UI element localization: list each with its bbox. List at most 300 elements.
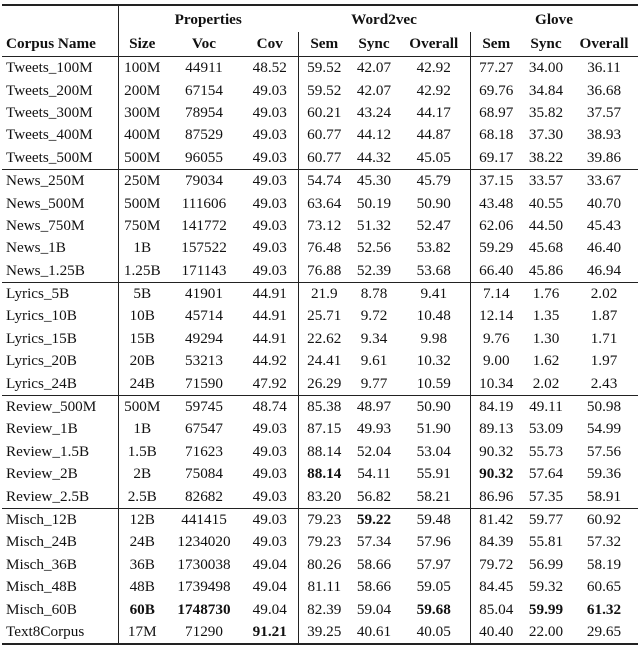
- table-row: [2, 79, 638, 101]
- cell-w2v-overall: 40.05: [416, 622, 451, 640]
- cell-cov: 49.03: [252, 420, 287, 438]
- column-header-corpus-name: Corpus Name: [2, 32, 118, 57]
- cell-w2v-sem: 59.52: [298, 79, 350, 101]
- cell-glove-overall: 45.43: [586, 216, 622, 234]
- cell-size: 300M: [118, 102, 166, 124]
- cell-size: 100M: [118, 57, 166, 80]
- cell-voc: 171143: [181, 261, 227, 279]
- cell-voc: 71590: [185, 374, 223, 392]
- cell-w2v-overall: 10.59: [416, 374, 451, 392]
- cell-size: 500M: [118, 192, 166, 214]
- cell-size: 36B: [118, 554, 166, 576]
- cell-glove-overall: 58.19: [586, 555, 622, 573]
- cell-w2v-overall: 10.32: [416, 352, 451, 370]
- cell-w2v-sem: 26.29: [298, 372, 350, 395]
- cell-w2v-sem: 59.52: [298, 57, 350, 80]
- table-header: [2, 5, 638, 57]
- cell-glove-sync: 59.77: [522, 508, 570, 531]
- cell-glove-sync: 1.30: [532, 329, 560, 347]
- cell-glove-overall: 36.11: [570, 57, 638, 80]
- cell-w2v-sync: 48.97: [350, 395, 398, 418]
- results-table: [2, 4, 638, 645]
- cell-w2v-sync: 49.93: [356, 420, 392, 438]
- cell-w2v-overall: 53.82: [416, 239, 451, 257]
- cell-cov: 49.03: [252, 148, 287, 166]
- cell-cov: 49.04: [252, 555, 287, 573]
- cell-w2v-sem: 81.11: [298, 576, 350, 598]
- cell-size: 17M: [118, 621, 166, 644]
- cell-glove-sem: 7.14: [470, 282, 522, 305]
- cell-w2v-sync: 57.34: [356, 533, 392, 551]
- cell-w2v-sem: 60.77: [298, 147, 350, 170]
- cell-w2v-overall: 59.48: [398, 508, 470, 531]
- cell-w2v-overall: 9.41: [398, 282, 470, 305]
- cell-w2v-sync: 45.30: [350, 169, 398, 192]
- table-row: [2, 192, 638, 214]
- cell-corpus-name: Tweets_500M: [6, 148, 93, 166]
- cell-glove-overall: 58.91: [586, 487, 622, 505]
- cell-glove-overall: 61.32: [586, 600, 622, 618]
- cell-corpus-name: Misch_12B: [2, 508, 118, 531]
- cell-w2v-sem: 79.23: [298, 508, 350, 531]
- cell-w2v-sem: 76.48: [298, 237, 350, 259]
- cell-glove-sem: 69.76: [470, 79, 522, 101]
- cell-cov: 49.03: [252, 216, 287, 234]
- cell-w2v-sync: 8.78: [350, 282, 398, 305]
- cell-w2v-sem: 82.39: [298, 598, 350, 620]
- cell-voc: 71623: [185, 442, 223, 460]
- table-row: [2, 554, 638, 576]
- cell-w2v-sync: 54.11: [357, 465, 391, 483]
- cell-corpus-name: Text8Corpus: [6, 622, 85, 640]
- cell-w2v-sync: 52.39: [356, 261, 392, 279]
- table-row: [2, 237, 638, 259]
- cell-w2v-overall: 10.48: [416, 307, 451, 325]
- cell-cov: 49.04: [252, 600, 287, 618]
- cell-glove-sync: 1.76: [522, 282, 570, 305]
- cell-w2v-overall: 51.90: [416, 420, 451, 438]
- table-row: [2, 395, 638, 418]
- cell-glove-overall: 60.65: [586, 578, 622, 596]
- cell-size: 5B: [118, 282, 166, 305]
- cell-glove-overall: 54.99: [586, 420, 622, 438]
- cell-cov: 49.03: [252, 261, 287, 279]
- cell-size: 24B: [118, 531, 166, 553]
- table-row: [2, 57, 638, 80]
- cell-voc: 1730038: [177, 555, 231, 573]
- cell-voc: 78954: [185, 103, 223, 121]
- group-header-word2vec: Word2vec: [351, 11, 417, 28]
- cell-size: 10B: [118, 305, 166, 327]
- cell-glove-overall: 2.43: [590, 374, 618, 392]
- cell-w2v-sync: 58.66: [356, 555, 392, 573]
- cell-size: 1B: [118, 418, 166, 440]
- table-row: [2, 485, 638, 508]
- cell-size: 20B: [118, 350, 166, 372]
- cell-corpus-name: Misch_36B: [6, 555, 77, 573]
- cell-glove-sync: 45.86: [528, 261, 564, 279]
- cell-cov: 47.92: [252, 374, 287, 392]
- table-row: [2, 350, 638, 372]
- cell-corpus-name: Review_1B: [6, 420, 78, 438]
- cell-size: 24B: [118, 372, 166, 395]
- cell-w2v-overall: 55.91: [416, 465, 451, 483]
- column-header-w2v-overall: Overall: [398, 32, 470, 57]
- column-header-voc: Voc: [166, 32, 242, 57]
- cell-glove-sem: 79.72: [470, 554, 522, 576]
- cell-cov: 49.03: [252, 194, 287, 212]
- cell-voc: 1234020: [177, 533, 231, 551]
- cell-voc: 82682: [185, 487, 223, 505]
- column-header-size: Size: [118, 32, 166, 57]
- cell-w2v-overall: 57.97: [416, 555, 451, 573]
- cell-cov: 49.03: [252, 103, 287, 121]
- cell-corpus-name: Lyrics_15B: [6, 329, 77, 347]
- cell-corpus-name: Lyrics_10B: [6, 307, 77, 325]
- cell-glove-sync: 1.62: [532, 352, 560, 370]
- cell-glove-sync: 55.81: [528, 533, 564, 551]
- cell-voc: 41901: [166, 282, 242, 305]
- cell-w2v-sem: 54.74: [298, 169, 350, 192]
- group-header-glove: Glove: [535, 11, 573, 28]
- cell-w2v-sync: 42.07: [350, 57, 398, 80]
- cell-voc: 75084: [185, 465, 223, 483]
- cell-w2v-sync: 40.61: [356, 622, 392, 640]
- cell-w2v-sync: 42.07: [356, 81, 392, 99]
- cell-corpus-name: Tweets_300M: [6, 103, 93, 121]
- cell-glove-sem: 12.14: [470, 305, 522, 327]
- table-row: [2, 441, 638, 463]
- cell-corpus-name: Misch_48B: [6, 578, 77, 596]
- cell-voc: 67547: [185, 420, 223, 438]
- cell-cov: 91.21: [252, 622, 287, 640]
- cell-size: 2B: [118, 463, 166, 485]
- cell-corpus-name: News_250M: [2, 169, 118, 192]
- cell-w2v-sync: 59.04: [356, 600, 392, 618]
- cell-corpus-name: Tweets_200M: [6, 81, 93, 99]
- cell-cov: 49.03: [242, 508, 298, 531]
- cell-voc: 44911: [166, 57, 242, 80]
- cell-w2v-sem: 73.12: [298, 215, 350, 237]
- table-row: [2, 508, 638, 531]
- cell-cov: 48.52: [242, 57, 298, 80]
- cell-w2v-overall: 45.05: [416, 148, 451, 166]
- cell-glove-sync: 56.99: [528, 555, 564, 573]
- cell-size: 2.5B: [118, 485, 166, 508]
- cell-glove-sync: 40.55: [528, 194, 564, 212]
- cell-glove-sync: 22.00: [528, 622, 564, 640]
- cell-glove-sem: 77.27: [470, 57, 522, 80]
- cell-glove-sync: 35.82: [528, 103, 564, 121]
- cell-voc: 441415: [166, 508, 242, 531]
- cell-w2v-sync: 9.77: [360, 374, 388, 392]
- cell-w2v-overall: 59.05: [416, 578, 451, 596]
- cell-size: 500M: [118, 147, 166, 170]
- cell-glove-overall: 33.67: [570, 169, 638, 192]
- cell-glove-sem: 9.76: [470, 328, 522, 350]
- cell-w2v-overall: 50.90: [416, 194, 451, 212]
- cell-voc: 1748730: [177, 600, 231, 618]
- cell-cov: 49.03: [252, 487, 287, 505]
- cell-corpus-name: News_500M: [6, 194, 85, 212]
- cell-glove-sync: 44.50: [528, 216, 564, 234]
- cell-w2v-sync: 59.22: [350, 508, 398, 531]
- cell-size: 500M: [118, 395, 166, 418]
- cell-w2v-sem: 24.41: [298, 350, 350, 372]
- cell-voc: 49294: [185, 329, 223, 347]
- cell-glove-sem: 89.13: [470, 418, 522, 440]
- cell-glove-overall: 36.68: [586, 81, 622, 99]
- cell-voc: 111606: [181, 194, 227, 212]
- cell-corpus-name: News_1.25B: [6, 261, 85, 279]
- cell-w2v-sync: 52.56: [356, 239, 392, 257]
- table-row: [2, 531, 638, 553]
- column-header-glove-sem: Sem: [470, 32, 522, 57]
- cell-w2v-overall: 42.92: [416, 81, 451, 99]
- cell-voc: 45714: [185, 307, 223, 325]
- column-header-w2v-sync: Sync: [350, 32, 398, 57]
- cell-glove-overall: 1.71: [590, 329, 618, 347]
- cell-glove-sem: 90.32: [470, 441, 522, 463]
- cell-glove-sync: 59.32: [528, 578, 564, 596]
- cell-glove-overall: 37.57: [586, 103, 622, 121]
- cell-voc: 79034: [166, 169, 242, 192]
- cell-glove-sem: 81.42: [470, 508, 522, 531]
- cell-w2v-sem: 63.64: [298, 192, 350, 214]
- cell-glove-sync: 45.68: [528, 239, 564, 257]
- table-row: [2, 124, 638, 146]
- cell-glove-overall: 1.97: [590, 352, 618, 370]
- table-row: [2, 102, 638, 124]
- cell-glove-sem: 10.34: [470, 372, 522, 395]
- cell-cov: 48.74: [242, 395, 298, 418]
- cell-glove-sem: 84.39: [470, 531, 522, 553]
- column-header-cov: Cov: [242, 32, 298, 57]
- cell-glove-overall: 57.56: [586, 442, 622, 460]
- cell-w2v-overall: 45.79: [398, 169, 470, 192]
- cell-w2v-overall: 44.17: [416, 103, 451, 121]
- cell-w2v-sem: 79.23: [298, 531, 350, 553]
- cell-w2v-sem: 85.38: [298, 395, 350, 418]
- cell-size: 750M: [118, 215, 166, 237]
- cell-glove-overall: 40.70: [586, 194, 622, 212]
- cell-glove-sem: 85.04: [470, 598, 522, 620]
- cell-cov: 49.03: [252, 126, 287, 144]
- cell-w2v-sem: 22.62: [298, 328, 350, 350]
- table-row: [2, 418, 638, 440]
- cell-w2v-sync: 50.19: [356, 194, 392, 212]
- cell-w2v-overall: 53.68: [416, 261, 451, 279]
- cell-size: 15B: [118, 328, 166, 350]
- cell-w2v-overall: 59.68: [416, 600, 451, 618]
- cell-corpus-name: Review_2.5B: [6, 487, 90, 505]
- cell-w2v-overall: 50.90: [398, 395, 470, 418]
- cell-voc: 96055: [185, 148, 223, 166]
- cell-cov: 49.03: [252, 465, 287, 483]
- cell-glove-sem: 9.00: [470, 350, 522, 372]
- cell-glove-overall: 59.36: [586, 465, 622, 483]
- cell-corpus-name: Lyrics_20B: [6, 352, 77, 370]
- cell-w2v-sem: 80.26: [298, 554, 350, 576]
- cell-glove-sync: 33.57: [522, 169, 570, 192]
- cell-corpus-name: Misch_60B: [6, 600, 77, 618]
- cell-voc: 53213: [185, 352, 223, 370]
- cell-glove-sync: 1.35: [532, 307, 560, 325]
- cell-w2v-sync: 58.66: [356, 578, 392, 596]
- cell-w2v-sem: 88.14: [298, 463, 350, 485]
- cell-glove-sync: 34.84: [528, 81, 564, 99]
- cell-size: 200M: [118, 79, 166, 101]
- cell-glove-overall: 57.32: [586, 533, 622, 551]
- cell-cov: 44.91: [242, 282, 298, 305]
- cell-voc: 1739498: [177, 578, 231, 596]
- cell-glove-overall: 60.92: [570, 508, 638, 531]
- cell-cov: 44.92: [252, 352, 287, 370]
- cell-glove-overall: 46.94: [586, 261, 622, 279]
- cell-w2v-sync: 52.04: [356, 442, 392, 460]
- cell-glove-sync: 37.30: [528, 126, 564, 144]
- cell-w2v-sem: 60.77: [298, 124, 350, 146]
- cell-glove-sem: 40.40: [470, 621, 522, 644]
- cell-w2v-overall: 52.47: [416, 216, 451, 234]
- cell-glove-sem: 62.06: [470, 215, 522, 237]
- cell-size: 1.25B: [118, 260, 166, 283]
- table-row: [2, 598, 638, 620]
- cell-corpus-name: Review_1.5B: [6, 442, 90, 460]
- cell-glove-sync: 49.11: [522, 395, 570, 418]
- cell-w2v-sync: 43.24: [356, 103, 392, 121]
- cell-glove-overall: 38.93: [586, 126, 622, 144]
- cell-w2v-sync: 44.12: [356, 126, 392, 144]
- cell-w2v-sem: 21.9: [298, 282, 350, 305]
- cell-w2v-sync: 9.72: [360, 307, 388, 325]
- cell-glove-sync: 34.00: [522, 57, 570, 80]
- cell-w2v-sem: 88.14: [298, 441, 350, 463]
- cell-w2v-sync: 51.32: [356, 216, 392, 234]
- cell-size: 48B: [118, 576, 166, 598]
- cell-cov: 49.04: [252, 578, 287, 596]
- cell-glove-sem: 68.97: [470, 102, 522, 124]
- cell-cov: 49.03: [252, 442, 287, 460]
- cell-w2v-sync: 44.32: [356, 148, 392, 166]
- cell-glove-sem: 68.18: [470, 124, 522, 146]
- cell-glove-overall: 29.65: [586, 622, 622, 640]
- cell-w2v-overall: 58.21: [416, 487, 451, 505]
- table-row: [2, 463, 638, 485]
- cell-corpus-name: Lyrics_24B: [6, 374, 77, 392]
- table-row: [2, 621, 638, 644]
- cell-voc: 59745: [166, 395, 242, 418]
- table-row: [2, 215, 638, 237]
- cell-glove-overall: 50.98: [570, 395, 638, 418]
- cell-corpus-name: Tweets_100M: [2, 57, 118, 80]
- cell-cov: 49.03: [252, 533, 287, 551]
- cell-glove-sem: 66.40: [470, 260, 522, 283]
- header-empty: [2, 5, 118, 32]
- cell-w2v-sem: 60.21: [298, 102, 350, 124]
- cell-w2v-overall: 42.92: [398, 57, 470, 80]
- table-row: [2, 169, 638, 192]
- cell-corpus-name: News_1B: [6, 239, 66, 257]
- cell-glove-sync: 57.35: [528, 487, 564, 505]
- cell-size: 1.5B: [118, 441, 166, 463]
- cell-glove-sync: 55.73: [528, 442, 564, 460]
- cell-cov: 49.03: [252, 239, 287, 257]
- cell-size: 12B: [118, 508, 166, 531]
- cell-size: 60B: [118, 598, 166, 620]
- table-row: [2, 576, 638, 598]
- cell-voc: 67154: [185, 81, 223, 99]
- cell-w2v-sync: 9.34: [360, 329, 388, 347]
- cell-glove-overall: 46.40: [586, 239, 622, 257]
- cell-voc: 157522: [181, 239, 227, 257]
- cell-corpus-name: Tweets_400M: [6, 126, 93, 144]
- cell-w2v-sem: 76.88: [298, 260, 350, 283]
- cell-size: 250M: [118, 169, 166, 192]
- cell-glove-sync: 38.22: [528, 148, 564, 166]
- cell-cov: 49.03: [242, 169, 298, 192]
- table-row: [2, 305, 638, 327]
- group-header-properties: Properties: [118, 5, 298, 32]
- table-body: [2, 57, 638, 645]
- cell-corpus-name: Review_2B: [6, 465, 78, 483]
- cell-glove-sem: 90.32: [470, 463, 522, 485]
- cell-w2v-sem: 39.25: [298, 621, 350, 644]
- cell-w2v-overall: 57.96: [416, 533, 451, 551]
- cell-w2v-sem: 83.20: [298, 485, 350, 508]
- cell-glove-sync: 57.64: [528, 465, 564, 483]
- column-header-glove-overall: Overall: [570, 32, 638, 57]
- cell-glove-sync: 53.09: [528, 420, 564, 438]
- cell-glove-overall: 39.86: [586, 148, 622, 166]
- cell-w2v-overall: 9.98: [420, 329, 448, 347]
- cell-size: 1B: [118, 237, 166, 259]
- cell-w2v-overall: 44.87: [416, 126, 451, 144]
- table-row: [2, 282, 638, 305]
- cell-cov: 44.91: [252, 307, 287, 325]
- cell-glove-overall: 2.02: [570, 282, 638, 305]
- table-row: [2, 260, 638, 283]
- cell-w2v-overall: 53.04: [416, 442, 451, 460]
- cell-w2v-sync: 56.82: [356, 487, 392, 505]
- cell-glove-sem: 69.17: [470, 147, 522, 170]
- cell-cov: 44.91: [252, 329, 287, 347]
- column-header-w2v-sem: Sem: [298, 32, 350, 57]
- table-row: [2, 328, 638, 350]
- cell-glove-sem: 43.48: [470, 192, 522, 214]
- cell-corpus-name: Lyrics_5B: [2, 282, 118, 305]
- cell-corpus-name: News_750M: [6, 216, 85, 234]
- cell-glove-sync: 59.99: [528, 600, 564, 618]
- cell-corpus-name: Review_500M: [2, 395, 118, 418]
- cell-w2v-sem: 87.15: [298, 418, 350, 440]
- cell-voc: 87529: [185, 126, 223, 144]
- cell-corpus-name: Misch_24B: [6, 533, 77, 551]
- cell-glove-sem: 84.19: [470, 395, 522, 418]
- cell-w2v-sync: 9.61: [360, 352, 388, 370]
- cell-size: 400M: [118, 124, 166, 146]
- cell-w2v-sem: 25.71: [298, 305, 350, 327]
- cell-voc: 71290: [185, 622, 223, 640]
- table-row: [2, 147, 638, 170]
- cell-glove-sem: 59.29: [470, 237, 522, 259]
- cell-glove-overall: 1.87: [590, 307, 618, 325]
- cell-glove-sync: 2.02: [532, 374, 560, 392]
- column-header-glove-sync: Sync: [522, 32, 570, 57]
- cell-glove-sem: 37.15: [470, 169, 522, 192]
- cell-glove-sem: 86.96: [470, 485, 522, 508]
- cell-voc: 141772: [181, 216, 227, 234]
